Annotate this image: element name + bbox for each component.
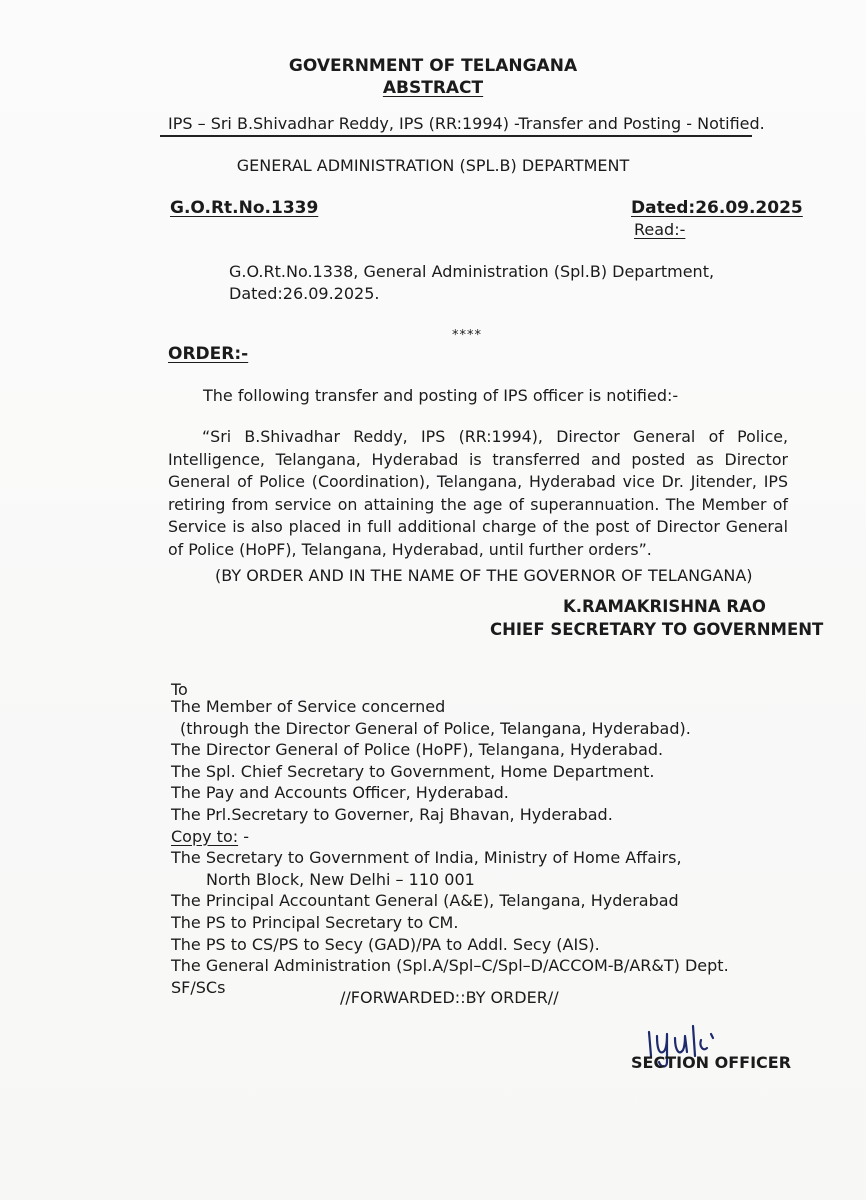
copy-to-heading — [171, 826, 729, 848]
order-date: Dated:26.09.2025 — [631, 198, 803, 218]
to-label: To — [171, 680, 188, 699]
copy-item: The PS to Principal Secretary to CM. — [171, 912, 459, 932]
read-label: Read:- — [634, 220, 686, 239]
order-intro: The following transfer and posting of IPS officer is notified:- — [203, 386, 679, 405]
copy-item: The General Administration (Spl.A/Spl–C/Spl–D/ACCOM-B/AR&T) Dept. — [171, 956, 729, 976]
recipient-item: (through the Director General of Police, Telangana, Hyderabad). — [180, 718, 691, 738]
copy-item: The Secretary to Government of India, Ministry of Home Affairs, — [171, 848, 682, 868]
forwarded-by-order: //FORWARDED::BY ORDER// — [340, 988, 559, 1007]
signatory-name: K.RAMAKRISHNA RAO — [563, 597, 766, 616]
signatory-title: CHIEF SECRETARY TO GOVERNMENT — [490, 620, 824, 639]
copy-item: The PS to CS/PS to Secy (GAD)/PA to Addl. Secy (AIS). — [171, 934, 600, 954]
distribution-list — [171, 696, 729, 998]
order-body: “Sri B.Shivadhar Reddy, IPS (RR:1994), Director General of Police, Intelligence, Telangana, Hyderabad is transferred and posted as Director General of Police (Coordination), Telangana, Hyderabad vice Dr. Jitender, IPS retiring from service on attaining the age of superannuation. The Member of Service is also placed in full additional charge of the post of Director General of Police (HoPF), Telangana, Hyderabad, until further orders”. — [168, 427, 788, 559]
recipient-item: The Member of Service concerned — [171, 697, 446, 716]
go-number: G.O.Rt.No.1339 — [170, 198, 319, 218]
recipient-item: The Director General of Police (HoPF), Telangana, Hyderabad. — [171, 740, 664, 760]
recipient-item: The Spl. Chief Secretary to Government, Home Department. — [171, 761, 655, 781]
copy-to-suffix: - — [238, 826, 249, 846]
copy-item: North Block, New Delhi – 110 001 — [206, 869, 475, 889]
subject-underline — [160, 135, 752, 137]
copy-item: The Principal Accountant General (A&E), Telangana, Hyderabad — [171, 891, 679, 911]
recipient-item: The Pay and Accounts Officer, Hyderabad. — [171, 783, 509, 803]
department-heading: GENERAL ADMINISTRATION (SPL.B) DEPARTMENT — [236, 156, 630, 175]
reference-line-2: Dated:26.09.2025. — [229, 284, 380, 303]
copy-to-label: Copy to: — [171, 826, 239, 846]
copy-item: SF/SCs — [171, 977, 226, 997]
separator-stars: **** — [452, 328, 482, 343]
section-officer-title: SECTION OFFICER — [631, 1053, 792, 1072]
order-heading: ORDER:- — [168, 344, 249, 364]
subject-line: IPS – Sri B.Shivadhar Reddy, IPS (RR:1994) -Transfer and Posting - Notified. — [168, 114, 765, 133]
abstract-heading: ABSTRACT — [382, 78, 484, 98]
reference-line-1: G.O.Rt.No.1338, General Administration (Spl.B) Department, — [229, 262, 715, 281]
government-title: GOVERNMENT OF TELANGANA — [288, 56, 578, 76]
recipient-item: The Prl.Secretary to Governer, Raj Bhavan, Hyderabad. — [171, 804, 613, 824]
governor-authority-line: (BY ORDER AND IN THE NAME OF THE GOVERNOR OF TELANGANA) — [215, 566, 753, 585]
